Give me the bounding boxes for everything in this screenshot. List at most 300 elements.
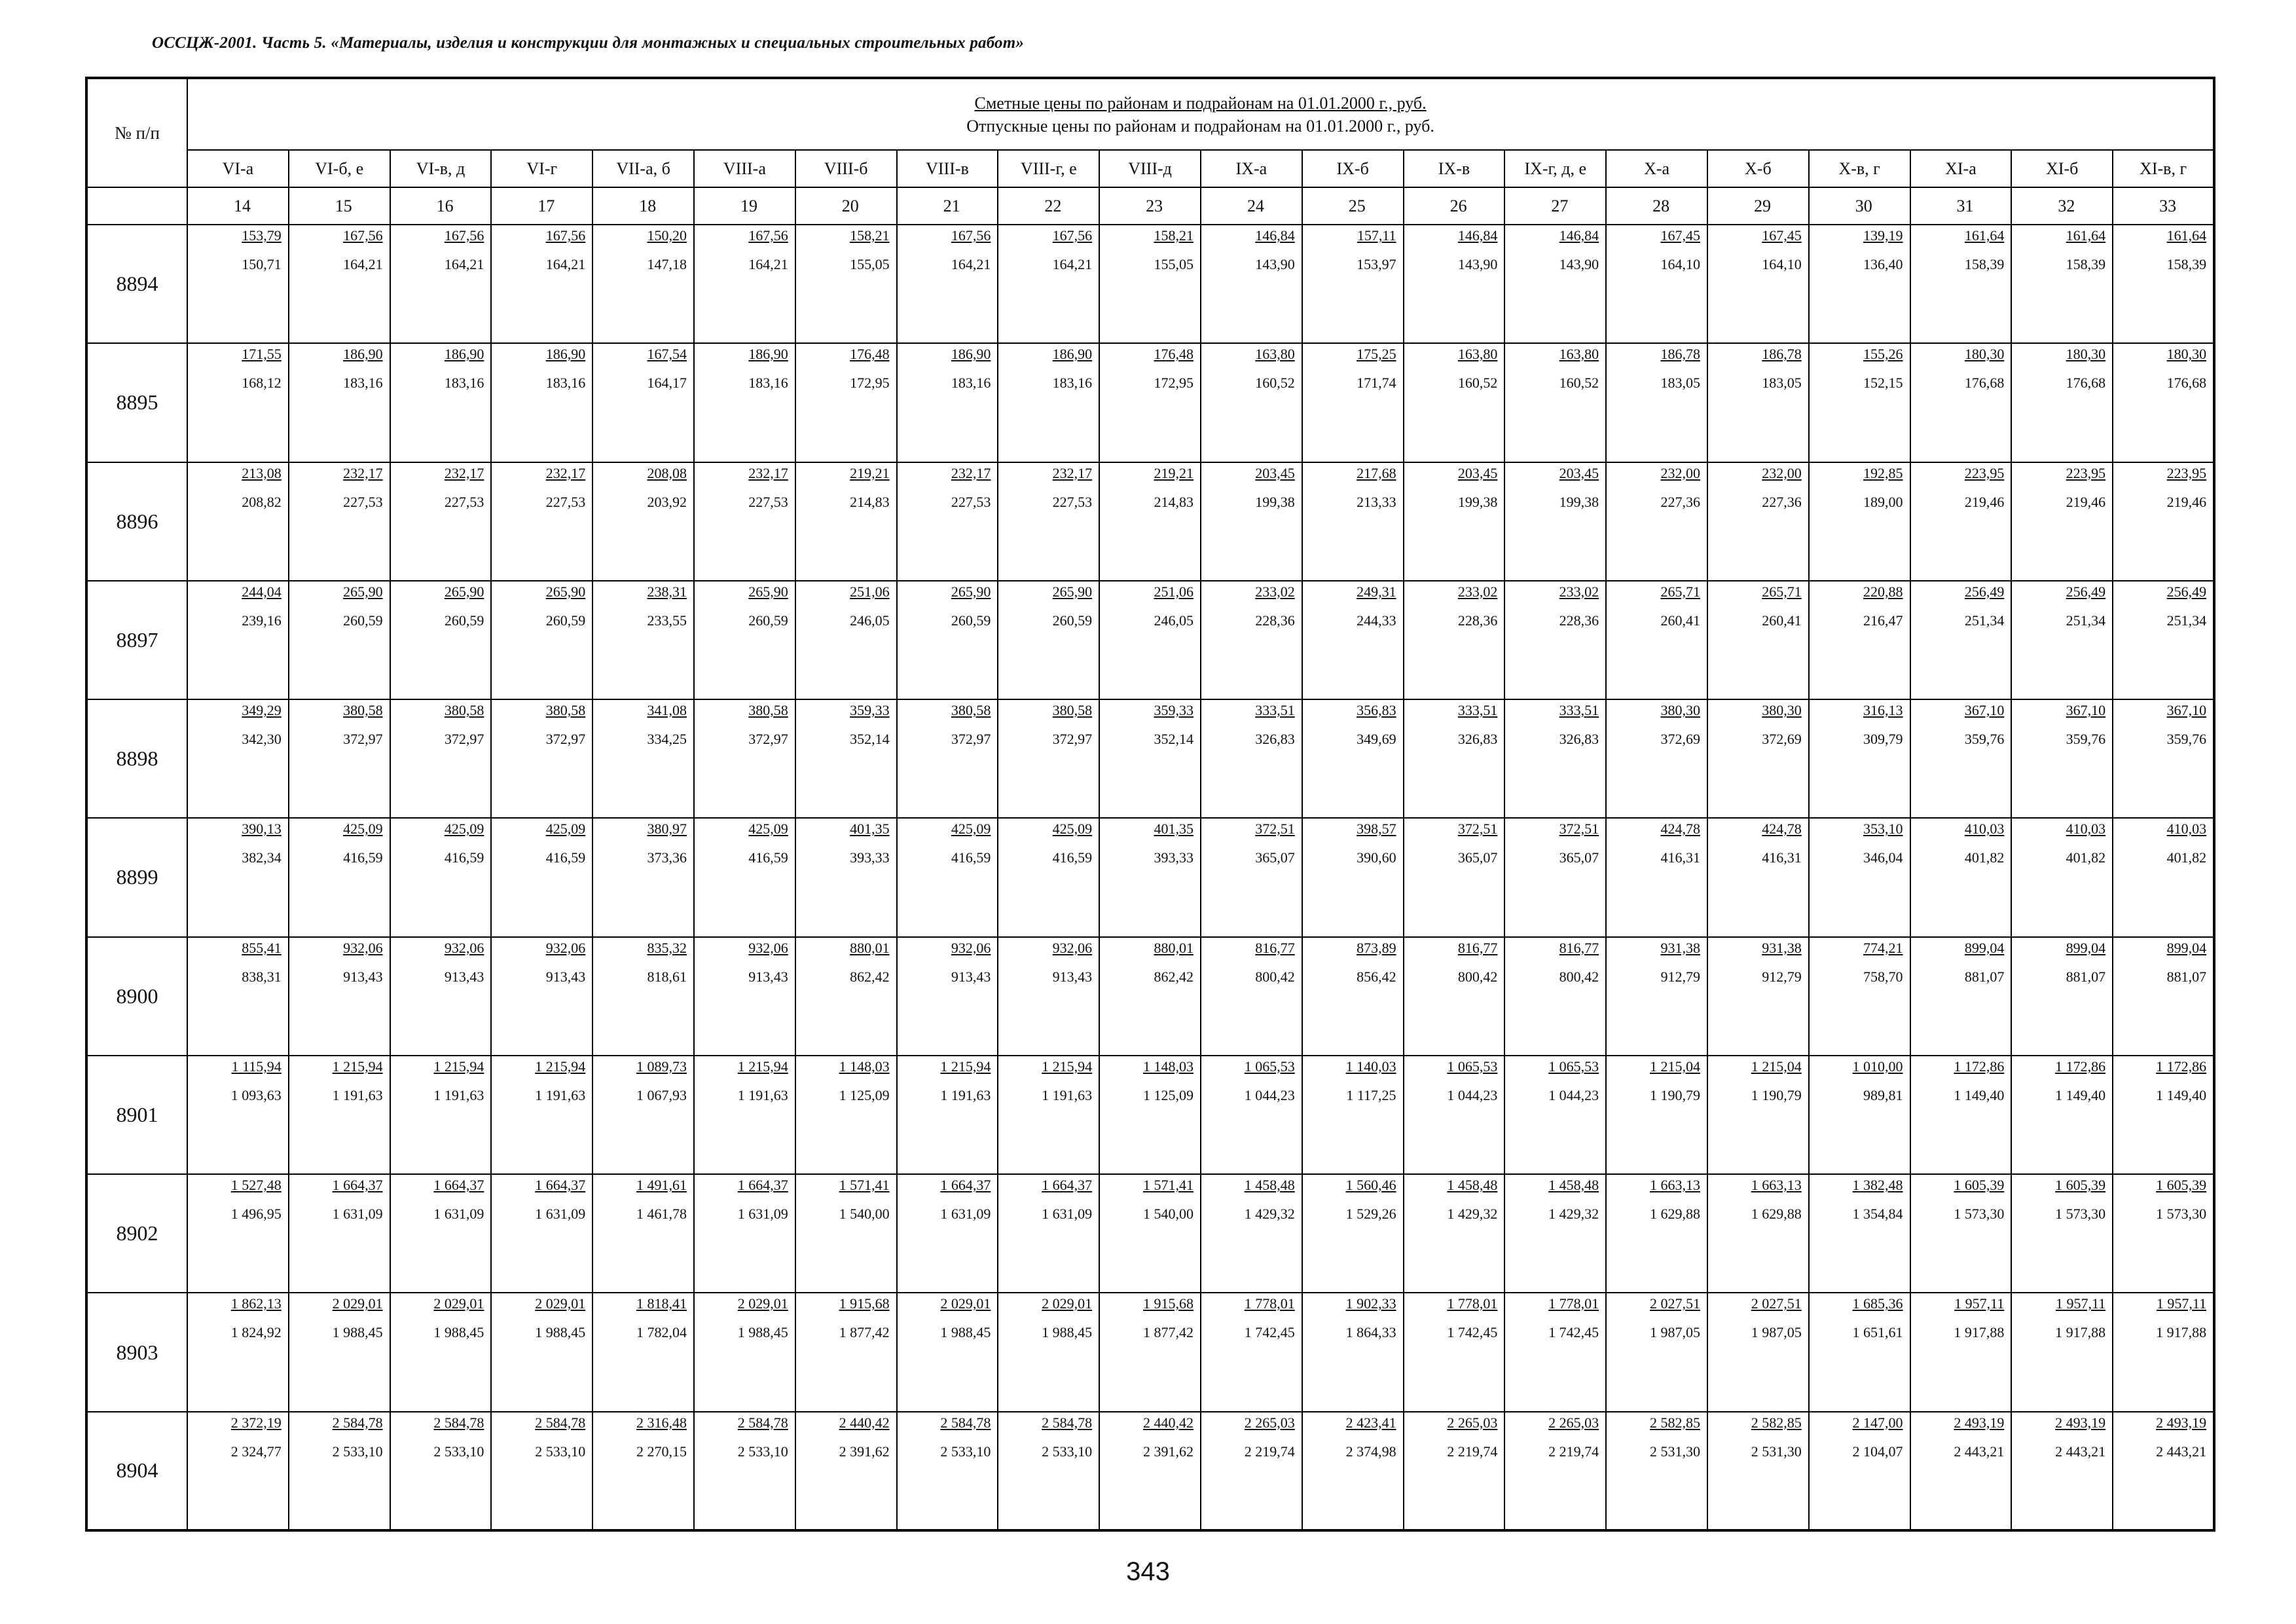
column-number: 28 — [1606, 187, 1707, 225]
price-cell — [592, 937, 694, 1056]
price-cell — [1302, 1293, 1404, 1411]
estimated-price: 359,33 — [1154, 702, 1194, 719]
price-cell — [1707, 1293, 1809, 1411]
estimated-price: 158,21 — [1154, 227, 1194, 244]
wholesale-price: 1 629,88 — [1649, 1206, 1700, 1223]
column-number: 18 — [592, 187, 694, 225]
estimated-price: 238,31 — [647, 583, 687, 600]
price-cell — [1606, 343, 1707, 462]
wholesale-price: 160,52 — [1457, 375, 1498, 392]
price-cell — [694, 1174, 795, 1293]
price-cell — [2113, 1293, 2214, 1411]
price-cell — [795, 699, 897, 818]
price-cell — [897, 1412, 998, 1530]
estimated-price: 1 215,94 — [433, 1058, 484, 1075]
wholesale-price: 219,46 — [2166, 493, 2207, 510]
wholesale-price: 1 864,33 — [1345, 1324, 1396, 1341]
column-number: 19 — [694, 187, 795, 225]
wholesale-price: 2 219,74 — [1447, 1443, 1498, 1460]
wholesale-price: 372,97 — [545, 731, 586, 748]
estimated-price: 265,71 — [1762, 583, 1802, 600]
page-header: ОССЦЖ-2001. Часть 5. «Материалы, изделия и конструкции для монтажных и специальных строительных работ» — [152, 34, 1025, 52]
region-header: VI-в, д — [390, 150, 492, 187]
estimated-price: 1 664,37 — [940, 1177, 991, 1194]
price-cell — [1910, 1174, 2012, 1293]
price-cell — [289, 581, 390, 699]
price-cell — [694, 1056, 795, 1174]
wholesale-price: 233,55 — [647, 612, 687, 629]
price-cell — [897, 225, 998, 343]
estimated-price: 835,32 — [647, 939, 687, 956]
wholesale-price: 359,76 — [2066, 731, 2106, 748]
estimated-price: 425,09 — [545, 821, 586, 838]
price-cell — [187, 581, 289, 699]
estimated-price: 333,51 — [1559, 702, 1599, 719]
price-cell — [2011, 699, 2113, 818]
price-cell — [2113, 581, 2214, 699]
wholesale-price: 881,07 — [1964, 968, 2005, 985]
estimated-price: 256,49 — [2166, 583, 2207, 600]
wholesale-price: 372,97 — [951, 731, 991, 748]
wholesale-price: 1 631,09 — [332, 1206, 383, 1223]
price-cell — [1099, 1174, 1201, 1293]
price-cell — [1302, 1056, 1404, 1174]
wholesale-price: 1 573,30 — [1954, 1206, 2005, 1223]
price-cell — [2113, 1412, 2214, 1530]
estimated-price: 251,06 — [850, 583, 890, 600]
wholesale-price: 172,95 — [850, 375, 890, 392]
price-cell — [694, 1293, 795, 1411]
estimated-price: 1 663,13 — [1649, 1177, 1700, 1194]
row-id: 8894 — [86, 225, 187, 343]
estimated-price: 1 902,33 — [1345, 1295, 1396, 1312]
price-cell — [897, 1174, 998, 1293]
wholesale-price: 246,05 — [1154, 612, 1194, 629]
estimated-price: 232,17 — [545, 464, 586, 481]
column-number-row — [86, 187, 2214, 225]
estimated-price: 1 664,37 — [737, 1177, 788, 1194]
wholesale-price: 153,97 — [1357, 256, 1396, 272]
region-header: XI-в, г — [2113, 150, 2214, 187]
wholesale-price: 372,69 — [1660, 731, 1700, 748]
price-cell — [998, 1293, 1099, 1411]
estimated-price: 1 089,73 — [636, 1058, 687, 1075]
estimated-price: 153,79 — [242, 227, 282, 244]
region-header: VI-а — [187, 150, 289, 187]
price-cell — [1302, 1412, 1404, 1530]
price-cell — [1404, 1174, 1505, 1293]
price-cell — [1201, 1412, 1302, 1530]
wholesale-price: 1 987,05 — [1649, 1324, 1700, 1341]
wholesale-price: 150,71 — [242, 256, 282, 272]
estimated-price: 2 029,01 — [940, 1295, 991, 1312]
price-cell — [2113, 462, 2214, 581]
wholesale-price: 342,30 — [242, 731, 282, 748]
price-cell — [2113, 225, 2214, 343]
wholesale-price: 260,59 — [545, 612, 586, 629]
wholesale-price: 372,69 — [1762, 731, 1802, 748]
estimated-price: 180,30 — [2166, 346, 2207, 363]
wholesale-price: 1 877,42 — [1142, 1324, 1194, 1341]
estimated-price: 2 029,01 — [737, 1295, 788, 1312]
estimated-price: 167,54 — [647, 346, 687, 363]
estimated-price: 899,04 — [1964, 939, 2005, 956]
wholesale-price: 1 629,88 — [1751, 1206, 1802, 1223]
estimated-price: 175,25 — [1357, 346, 1396, 363]
estimated-price: 1 527,48 — [230, 1177, 282, 1194]
row-id: 8900 — [86, 937, 187, 1056]
wholesale-price: 1 988,45 — [737, 1324, 788, 1341]
wholesale-price: 912,79 — [1660, 968, 1700, 985]
wholesale-price: 227,53 — [343, 493, 383, 510]
price-cell — [1707, 225, 1809, 343]
estimated-price: 367,10 — [2166, 702, 2207, 719]
wholesale-price: 2 533,10 — [433, 1443, 484, 1460]
wholesale-price: 147,18 — [647, 256, 687, 272]
estimated-price: 425,09 — [444, 821, 484, 838]
estimated-price: 167,56 — [444, 227, 484, 244]
wholesale-price: 158,39 — [2066, 256, 2106, 272]
wholesale-price: 912,79 — [1762, 968, 1802, 985]
estimated-price: 232,17 — [1052, 464, 1093, 481]
region-header: VII-а, б — [592, 150, 694, 187]
wholesale-price: 251,34 — [1964, 612, 2005, 629]
wholesale-price: 208,82 — [242, 493, 282, 510]
wholesale-price: 1 540,00 — [839, 1206, 890, 1223]
table-row — [86, 1412, 2214, 1530]
wholesale-price: 1 429,32 — [1244, 1206, 1295, 1223]
price-cell — [897, 343, 998, 462]
wholesale-price: 1 125,09 — [1142, 1086, 1194, 1103]
wholesale-price: 2 219,74 — [1548, 1443, 1599, 1460]
price-cell — [1809, 343, 1910, 462]
price-cell — [694, 937, 795, 1056]
region-header: XI-а — [1910, 150, 2012, 187]
price-cell — [897, 818, 998, 936]
table-row — [86, 581, 2214, 699]
wholesale-price: 2 533,10 — [940, 1443, 991, 1460]
row-id: 8899 — [86, 818, 187, 936]
price-cell — [390, 1056, 492, 1174]
price-cell — [1404, 225, 1505, 343]
estimated-price: 2 316,48 — [636, 1414, 687, 1431]
price-cell — [1809, 1056, 1910, 1174]
price-cell — [592, 1412, 694, 1530]
price-cell — [897, 937, 998, 1056]
estimated-price: 333,51 — [1457, 702, 1498, 719]
wholesale-price: 913,43 — [1052, 968, 1093, 985]
price-cell — [592, 1056, 694, 1174]
estimated-price: 1 778,01 — [1244, 1295, 1295, 1312]
estimated-price: 2 584,78 — [940, 1414, 991, 1431]
price-cell — [998, 937, 1099, 1056]
wholesale-price: 219,46 — [1964, 493, 2005, 510]
price-cell — [2113, 1056, 2214, 1174]
estimated-price: 1 818,41 — [636, 1295, 687, 1312]
wholesale-price: 1 742,45 — [1548, 1324, 1599, 1341]
estimated-prices-title: Сметные цены по районам и подрайонам на 01.01.2000 г., руб. — [974, 93, 1427, 113]
estimated-price: 880,01 — [1154, 939, 1194, 956]
region-header: IX-г, д, е — [1504, 150, 1606, 187]
wholesale-price: 989,81 — [1863, 1086, 1903, 1103]
estimated-price: 186,78 — [1660, 346, 1700, 363]
wholesale-price: 1 988,45 — [332, 1324, 383, 1341]
wholesale-price: 334,25 — [647, 731, 687, 748]
wholesale-price: 1 782,04 — [636, 1324, 687, 1341]
wholesale-price: 2 531,30 — [1751, 1443, 1802, 1460]
estimated-price: 1 010,00 — [1852, 1058, 1903, 1075]
price-cell — [1504, 225, 1606, 343]
price-cell — [1707, 462, 1809, 581]
price-cell — [491, 1056, 592, 1174]
price-cell — [1606, 581, 1707, 699]
price-cell — [1099, 1412, 1201, 1530]
wholesale-price: 800,42 — [1559, 968, 1599, 985]
estimated-price: 2 029,01 — [535, 1295, 586, 1312]
wholesale-price: 913,43 — [343, 968, 383, 985]
price-cell — [289, 937, 390, 1056]
price-cell — [1910, 1293, 2012, 1411]
price-cell — [1707, 1412, 1809, 1530]
wholesale-price: 1 429,32 — [1548, 1206, 1599, 1223]
estimated-price: 353,10 — [1863, 821, 1903, 838]
column-number: 25 — [1302, 187, 1404, 225]
wholesale-price: 2 531,30 — [1649, 1443, 1700, 1460]
estimated-price: 1 215,94 — [940, 1058, 991, 1075]
price-cell — [2011, 1174, 2113, 1293]
region-header: X-а — [1606, 150, 1707, 187]
wholesale-price: 183,16 — [951, 375, 991, 392]
estimated-price: 232,17 — [748, 464, 788, 481]
price-cell — [897, 581, 998, 699]
estimated-price: 816,77 — [1457, 939, 1498, 956]
column-number: 30 — [1809, 187, 1910, 225]
price-cell — [390, 818, 492, 936]
region-header: X-в, г — [1809, 150, 1910, 187]
price-cell — [187, 225, 289, 343]
wholesale-price: 1 429,32 — [1447, 1206, 1498, 1223]
price-cell — [2011, 818, 2113, 936]
price-cell — [289, 462, 390, 581]
price-cell — [1606, 699, 1707, 818]
price-cell — [1707, 1174, 1809, 1293]
price-type-header — [187, 78, 2214, 150]
price-cell — [1302, 462, 1404, 581]
wholesale-price: 326,83 — [1255, 731, 1295, 748]
region-header: IX-в — [1404, 150, 1505, 187]
estimated-price: 380,58 — [748, 702, 788, 719]
estimated-price: 232,17 — [444, 464, 484, 481]
estimated-price: 2 493,19 — [2156, 1414, 2207, 1431]
estimated-price: 186,78 — [1762, 346, 1802, 363]
price-cell — [2113, 1174, 2214, 1293]
estimated-price: 213,08 — [242, 464, 282, 481]
estimated-price: 1 148,03 — [839, 1058, 890, 1075]
price-cell — [390, 1412, 492, 1530]
wholesale-price: 838,31 — [242, 968, 282, 985]
estimated-price: 425,09 — [748, 821, 788, 838]
wholesale-price: 352,14 — [1154, 731, 1194, 748]
price-cell — [694, 1412, 795, 1530]
estimated-price: 390,13 — [242, 821, 282, 838]
price-cell — [1809, 462, 1910, 581]
estimated-price: 932,06 — [1052, 939, 1093, 956]
price-cell — [289, 1293, 390, 1411]
wholesale-price: 856,42 — [1357, 968, 1396, 985]
estimated-price: 167,45 — [1660, 227, 1700, 244]
price-cell — [897, 699, 998, 818]
wholesale-price: 416,31 — [1660, 849, 1700, 866]
estimated-price: 219,21 — [850, 464, 890, 481]
wholesale-price: 172,95 — [1154, 375, 1194, 392]
estimated-price: 203,45 — [1255, 464, 1295, 481]
estimated-price: 161,64 — [2066, 227, 2106, 244]
estimated-price: 410,03 — [1964, 821, 2005, 838]
estimated-price: 380,30 — [1762, 702, 1802, 719]
price-cell — [491, 937, 592, 1056]
wholesale-price: 260,41 — [1660, 612, 1700, 629]
estimated-price: 816,77 — [1255, 939, 1295, 956]
wholesale-price: 372,97 — [1052, 731, 1093, 748]
estimated-price: 265,90 — [748, 583, 788, 600]
price-cell — [1606, 225, 1707, 343]
wholesale-price: 168,12 — [242, 375, 282, 392]
wholesale-price: 164,10 — [1762, 256, 1802, 272]
price-cell — [795, 343, 897, 462]
wholesale-price: 1 191,63 — [332, 1086, 383, 1103]
price-cell — [1809, 1412, 1910, 1530]
estimated-price: 2 584,78 — [535, 1414, 586, 1431]
estimated-price: 899,04 — [2066, 939, 2106, 956]
estimated-price: 1 664,37 — [1042, 1177, 1093, 1194]
wholesale-price: 260,59 — [951, 612, 991, 629]
estimated-price: 256,49 — [2066, 583, 2106, 600]
price-cell — [1606, 818, 1707, 936]
estimated-price: 1 215,04 — [1649, 1058, 1700, 1075]
row-id: 8898 — [86, 699, 187, 818]
wholesale-price: 1 917,88 — [2055, 1324, 2106, 1341]
price-cell — [1404, 1412, 1505, 1530]
price-cell — [694, 462, 795, 581]
wholesale-price: 158,39 — [1964, 256, 2005, 272]
price-cell — [1707, 818, 1809, 936]
price-cell — [390, 343, 492, 462]
price-cell — [1201, 343, 1302, 462]
wholesale-price: 1 191,63 — [940, 1086, 991, 1103]
wholesale-price: 227,53 — [444, 493, 484, 510]
wholesale-price: 346,04 — [1863, 849, 1903, 866]
price-cell — [897, 1293, 998, 1411]
wholesale-price: 1 540,00 — [1142, 1206, 1194, 1223]
price-cell — [390, 462, 492, 581]
price-cell — [1809, 699, 1910, 818]
price-cell — [289, 699, 390, 818]
price-cell — [1910, 343, 2012, 462]
estimated-price: 380,58 — [545, 702, 586, 719]
price-cell — [491, 818, 592, 936]
wholesale-prices-title: Отпускные цены по районам и подрайонам на 01.01.2000 г., руб. — [966, 116, 1434, 136]
region-header: IX-б — [1302, 150, 1404, 187]
wholesale-price: 1 651,61 — [1852, 1324, 1903, 1341]
price-cell — [795, 462, 897, 581]
wholesale-price: 136,40 — [1863, 256, 1903, 272]
estimated-price: 176,48 — [1154, 346, 1194, 363]
wholesale-price: 183,16 — [343, 375, 383, 392]
column-number: 17 — [491, 187, 592, 225]
price-cell — [795, 937, 897, 1056]
price-cell — [1809, 937, 1910, 1056]
wholesale-price: 372,97 — [343, 731, 383, 748]
estimated-price: 265,71 — [1660, 583, 1700, 600]
estimated-price: 223,95 — [1964, 464, 2005, 481]
estimated-price: 1 065,53 — [1244, 1058, 1295, 1075]
price-cell — [998, 1412, 1099, 1530]
wholesale-price: 393,33 — [850, 849, 890, 866]
wholesale-price: 260,59 — [343, 612, 383, 629]
price-cell — [1404, 1293, 1505, 1411]
price-cell — [998, 462, 1099, 581]
estimated-price: 167,45 — [1762, 227, 1802, 244]
region-header: IX-а — [1201, 150, 1302, 187]
price-cell — [491, 462, 592, 581]
estimated-price: 1 458,48 — [1244, 1177, 1295, 1194]
price-cell — [1809, 581, 1910, 699]
row-id: 8901 — [86, 1056, 187, 1174]
price-cell — [2113, 818, 2214, 936]
estimated-price: 232,17 — [951, 464, 991, 481]
wholesale-price: 1 987,05 — [1751, 1324, 1802, 1341]
price-cell — [1910, 818, 2012, 936]
price-cell — [2011, 462, 2113, 581]
wholesale-price: 2 443,21 — [2156, 1443, 2207, 1460]
wholesale-price: 219,46 — [2066, 493, 2106, 510]
estimated-price: 233,02 — [1457, 583, 1498, 600]
estimated-price: 774,21 — [1863, 939, 1903, 956]
estimated-price: 1 491,61 — [636, 1177, 687, 1194]
wholesale-price: 913,43 — [951, 968, 991, 985]
wholesale-price: 1 631,09 — [940, 1206, 991, 1223]
wholesale-price: 862,42 — [1154, 968, 1194, 985]
column-number: 16 — [390, 187, 492, 225]
wholesale-price: 2 324,77 — [230, 1443, 282, 1460]
price-cell — [795, 1293, 897, 1411]
estimated-price: 1 664,37 — [332, 1177, 383, 1194]
price-table — [85, 77, 2215, 1532]
estimated-price: 158,21 — [850, 227, 890, 244]
estimated-price: 220,88 — [1863, 583, 1903, 600]
wholesale-price: 881,07 — [2166, 968, 2207, 985]
estimated-price: 171,55 — [242, 346, 282, 363]
price-cell — [1099, 462, 1201, 581]
wholesale-price: 393,33 — [1154, 849, 1194, 866]
estimated-price: 186,90 — [951, 346, 991, 363]
estimated-price: 180,30 — [2066, 346, 2106, 363]
price-cell — [1099, 225, 1201, 343]
price-cell — [1302, 1174, 1404, 1293]
wholesale-price: 199,38 — [1457, 493, 1498, 510]
estimated-price: 880,01 — [850, 939, 890, 956]
wholesale-price: 1 044,23 — [1244, 1086, 1295, 1103]
price-cell — [390, 1174, 492, 1293]
price-cell — [1504, 1412, 1606, 1530]
price-cell — [1910, 225, 2012, 343]
wholesale-price: 758,70 — [1863, 968, 1903, 985]
price-cell — [592, 818, 694, 936]
estimated-price: 424,78 — [1762, 821, 1802, 838]
price-cell — [592, 462, 694, 581]
table-row — [86, 1293, 2214, 1411]
price-cell — [1504, 1174, 1606, 1293]
